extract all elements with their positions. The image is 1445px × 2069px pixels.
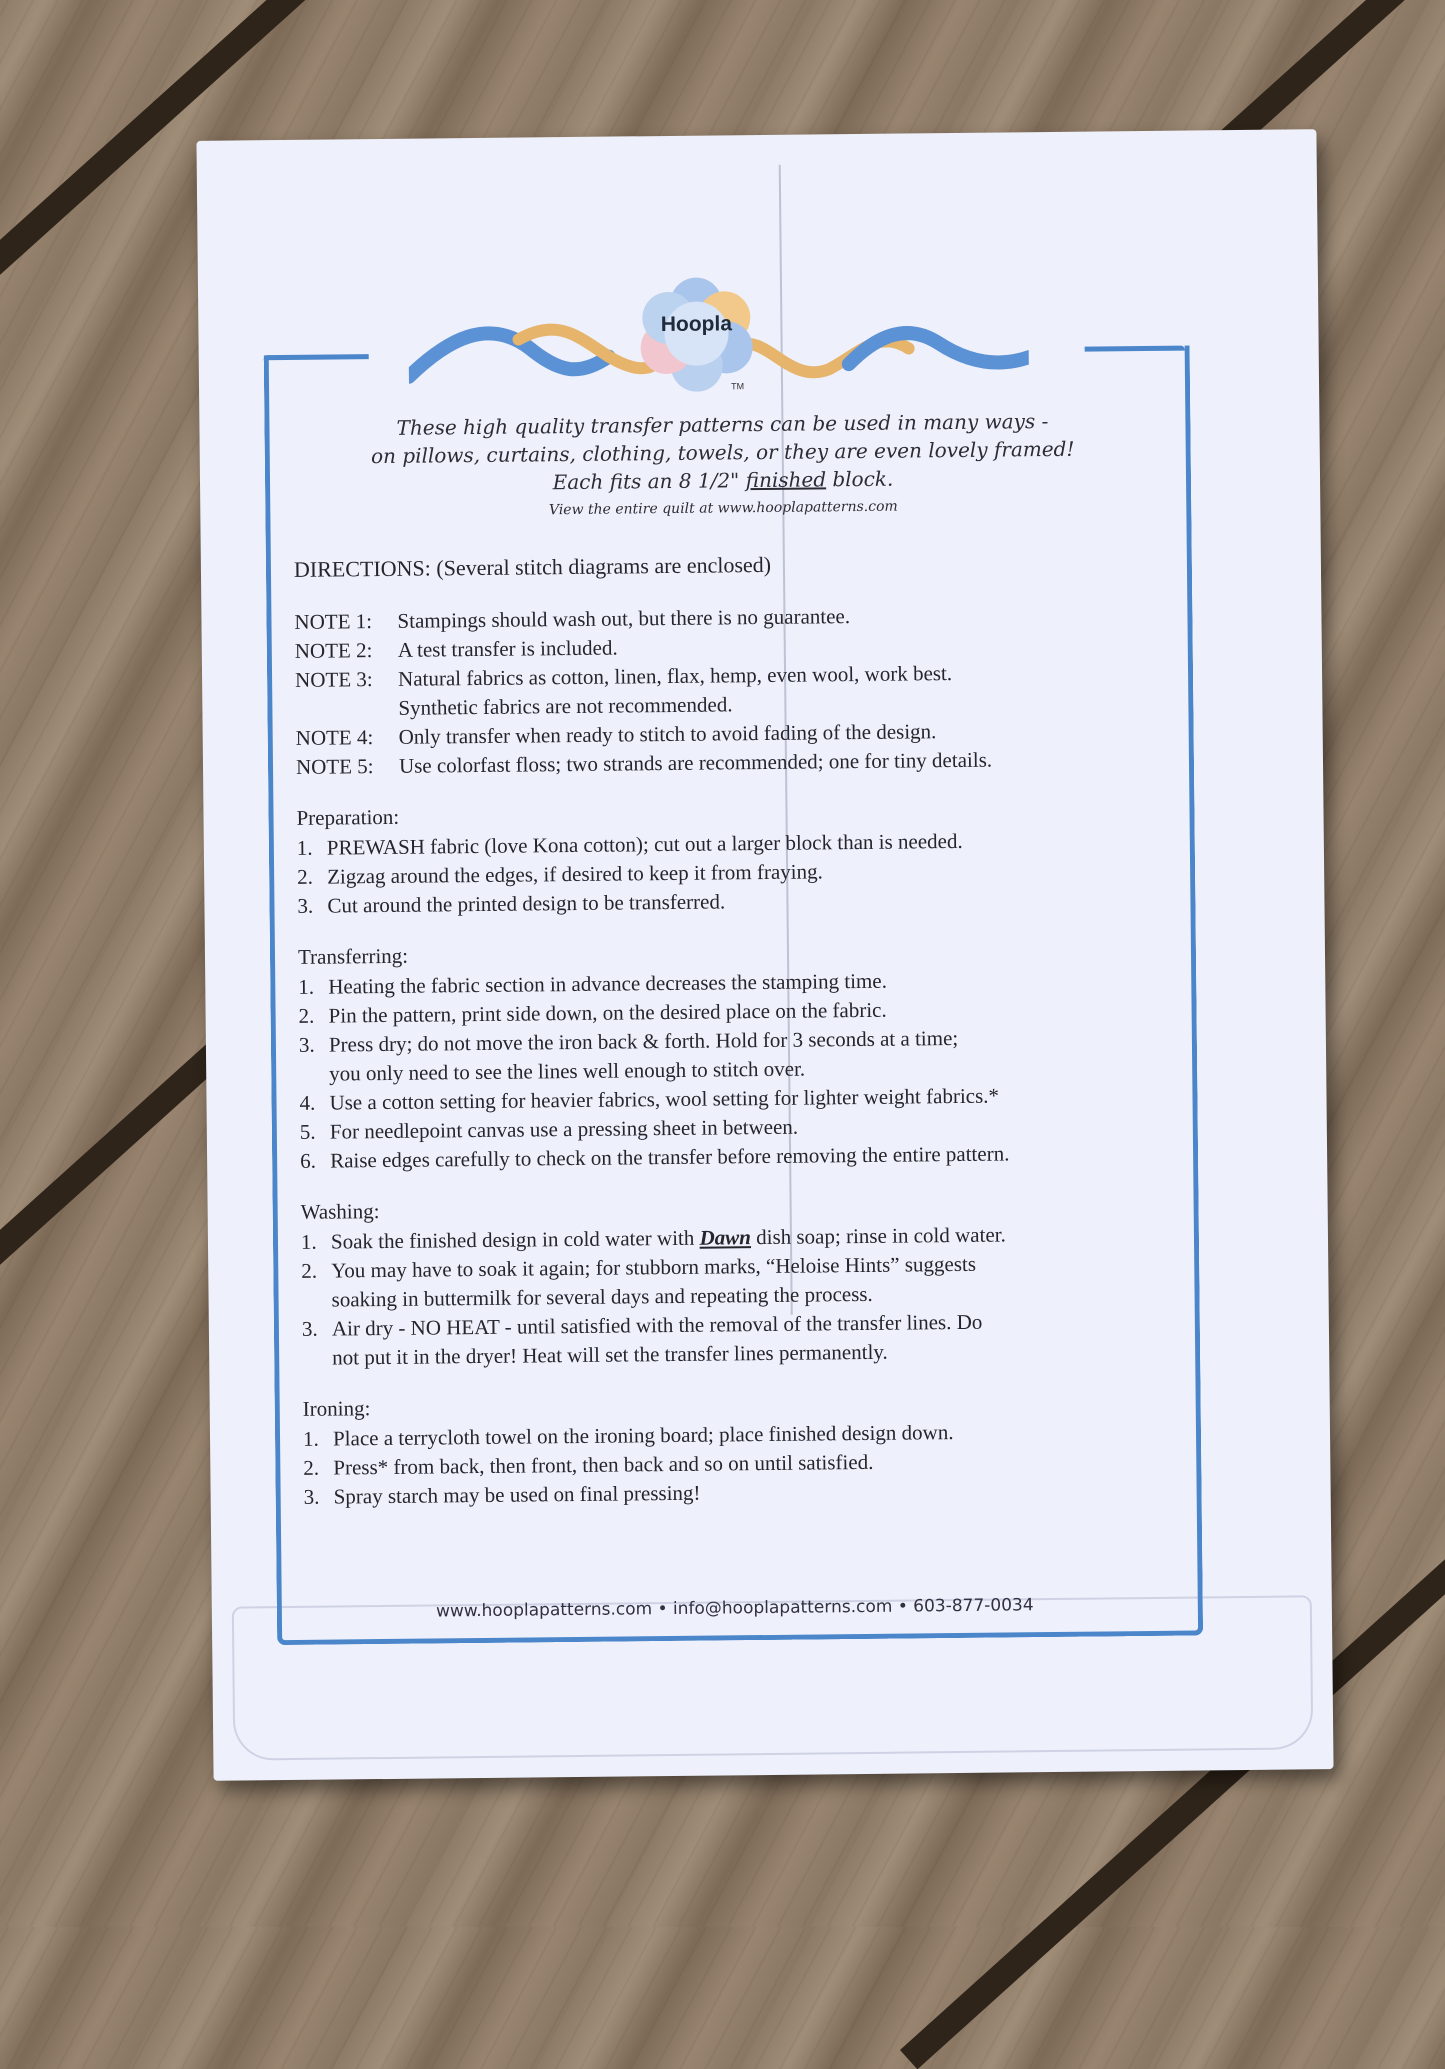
hoopla-logo [408, 272, 1029, 398]
directions-heading: DIRECTIONS: (Several stitch diagrams are enclosed) [293, 551, 772, 582]
transferring-section [298, 934, 1180, 1176]
logo-text: Hoopla [660, 312, 733, 337]
list-item: 1. Heating the fabric section in advance decreases the stamping time. [298, 968, 888, 999]
svg-text:TM: TM [730, 381, 745, 392]
intro-line-1: These high quality transfer patterns can be used in many ways - [396, 409, 1049, 440]
note-3: NOTE 3: Natural fabrics as cotton, linen, flax, hemp, even wool, work best. Synthetic fabrics are not recommended. [294, 661, 953, 720]
preparation-section [296, 795, 1177, 921]
list-item: 1. Place a terrycloth towel on the ironing board; place finished design down. [302, 1420, 954, 1451]
list-item: 3. Press dry; do not move the iron back & forth. Hold for 3 seconds at a time; you only need to see the lines well enough to stitch over. [298, 1025, 959, 1086]
intro-text [264, 406, 1181, 522]
transferring-title: Transferring: [297, 943, 409, 969]
list-item: 4. Use a cotton setting for heavier fabrics, wool setting for lighter weight fabrics.* [299, 1083, 1000, 1115]
list-item: 3. Spray starch may be used on final pressing! [303, 1480, 701, 1509]
list-item: 1. Soak the finished design in cold water with Dawn dish soap; rinse in cold water. [300, 1222, 1006, 1254]
intro-website-line: View the entire quilt at www.hooplapatterns.com [548, 498, 898, 519]
ironing-section [303, 1386, 1184, 1512]
list-item: 5. For needlepoint canvas use a pressing sheet in between. [299, 1114, 799, 1144]
instruction-sheet [264, 312, 1203, 1656]
list-item: 2. Zigzag around the edges, if desired to keep it from fraying. [297, 859, 823, 889]
washing-section [301, 1189, 1183, 1373]
pattern-envelope [196, 129, 1333, 1781]
note-4: NOTE 4: Only transfer when ready to stitch to avoid fading of the design. [295, 719, 937, 750]
list-item: 3. Cut around the printed design to be transferred. [297, 889, 726, 918]
preparation-title: Preparation: [296, 804, 400, 830]
note-1: NOTE 1: Stampings should wash out, but there is no guarantee. [294, 604, 851, 634]
washing-title: Washing: [300, 1199, 380, 1224]
list-item: 2. Pin the pattern, print side down, on the desired place on the fabric. [298, 997, 887, 1028]
ironing-title: Ironing: [302, 1396, 371, 1421]
intro-line-3: Each fits an 8 1/2" finished block. [552, 466, 894, 495]
list-item: 2. You may have to soak it again; for stubborn marks, “Heloise Hints” suggests soaking in buttermilk for several days and repeating the process. [301, 1251, 977, 1312]
list-item: 3. Air dry - NO HEAT - until satisfied with the removal of the transfer lines. Do not put it in the dryer! Heat will set the transfer lines permanently. [301, 1309, 983, 1370]
contact-footer: www.hooplapatterns.com • info@hooplapatterns.com • 603-877-0034 [435, 1595, 1034, 1622]
intro-line-2: on pillows, curtains, clothing, towels, or they are even lovely framed! [370, 436, 1075, 469]
directions-body [294, 546, 1184, 1512]
note-5: NOTE 5: Use colorfast floss; two strands are recommended; one for tiny details. [295, 747, 993, 779]
note-2: NOTE 2: A test transfer is included. [294, 635, 618, 663]
list-item: 1. PREWASH fabric (love Kona cotton); cut out a larger block than is needed. [296, 828, 963, 860]
frame-top-right [1085, 346, 1185, 352]
list-item: 6. Raise edges carefully to check on the transfer before removing the entire pattern. [300, 1141, 1010, 1173]
list-item: 2. Press* from back, then front, then back and so on until satisfied. [303, 1449, 874, 1480]
